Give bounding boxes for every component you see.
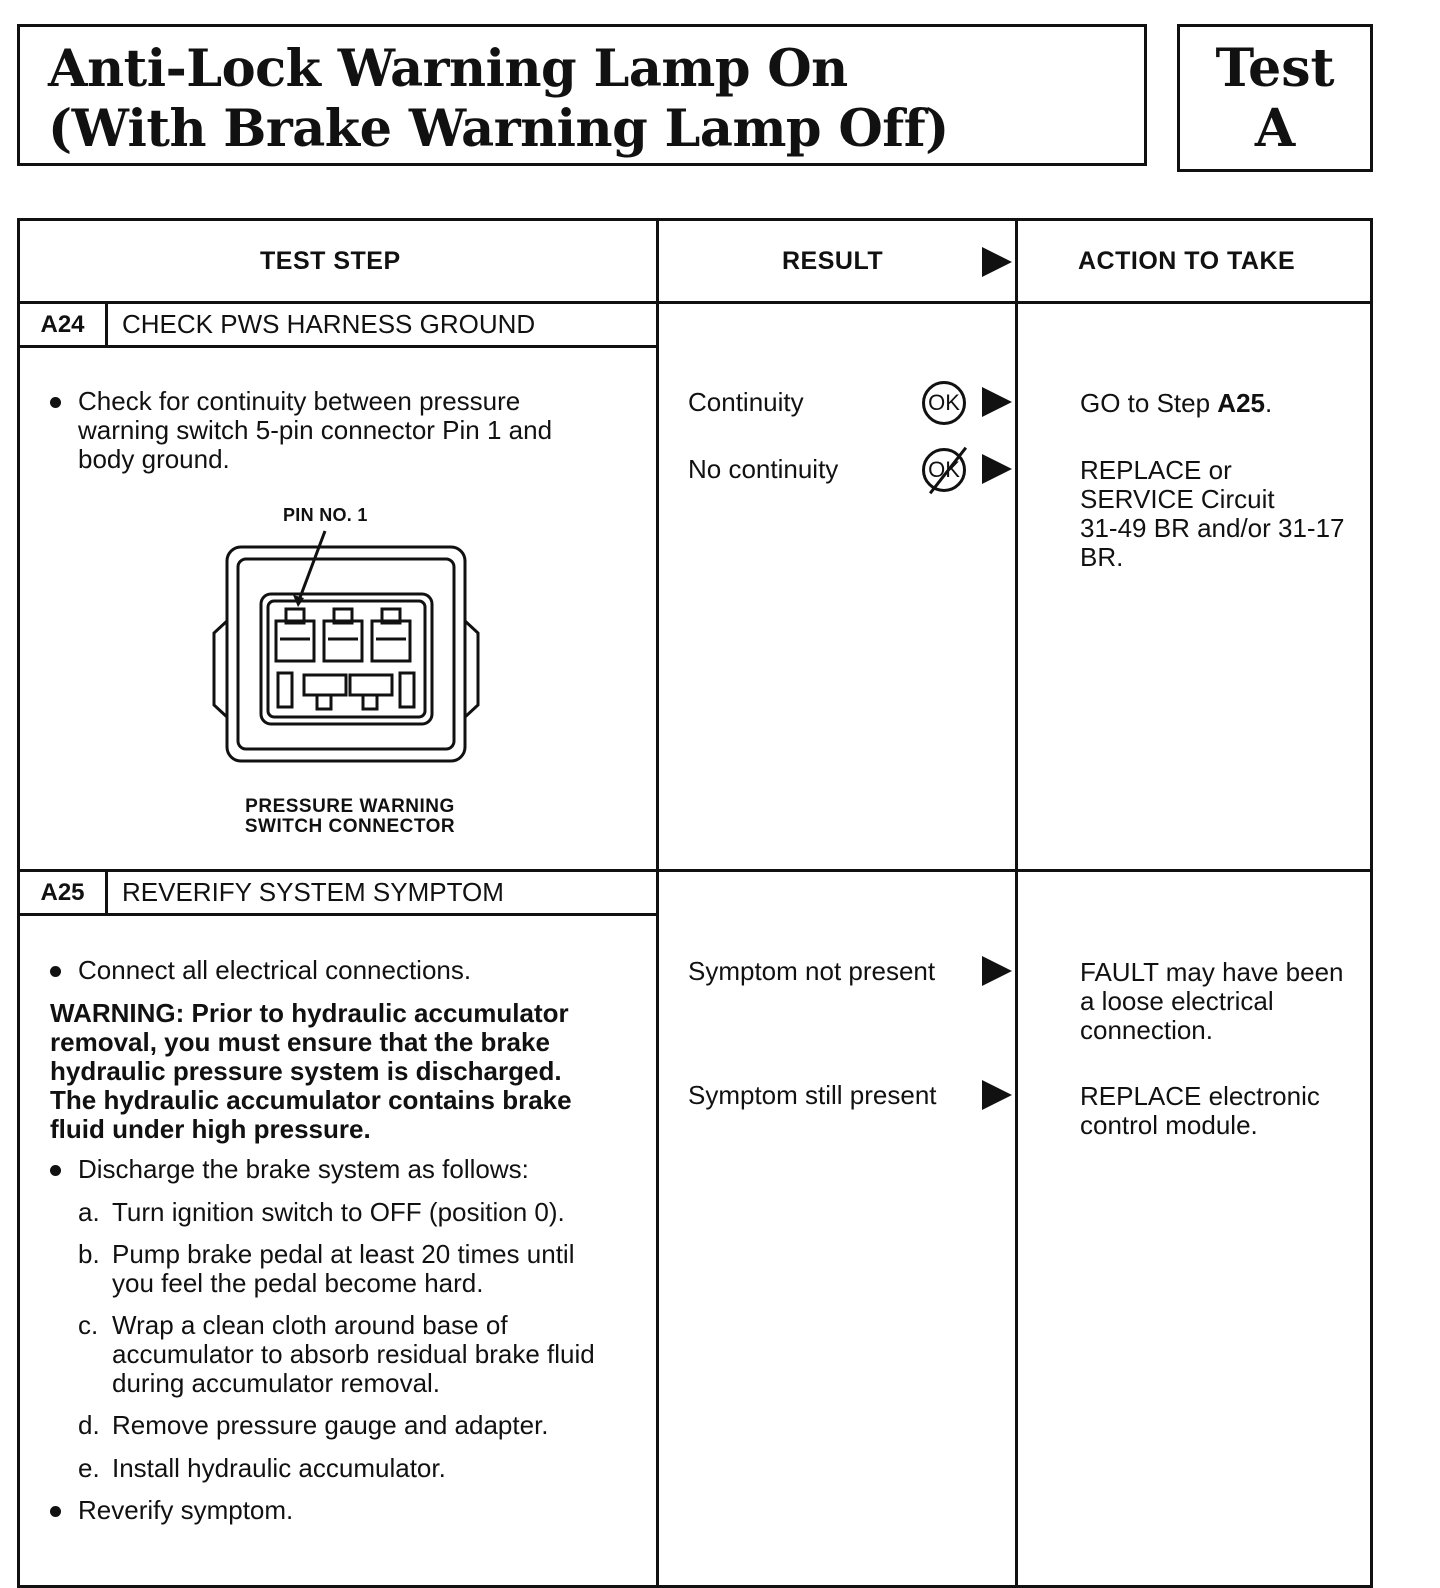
result-arrow-icon [982,956,1012,986]
step-id: A25 [20,872,108,913]
action-replace-circuit: REPLACE or SERVICE Circuit 31-49 BR and/or 31-17 BR. [1080,455,1345,572]
bullet-icon [50,397,61,408]
header-result: RESULT [782,247,884,275]
step-title: REVERIFY SYSTEM SYMPTOM [122,877,504,907]
action-replace-module: REPLACE electronic control module. [1080,1081,1320,1140]
not-ok-badge-icon [922,448,966,492]
result-arrow-icon [982,247,1012,277]
step-header-a25 [20,872,656,916]
title-box [17,24,1147,166]
caption-line: SWITCH CONNECTOR [244,816,456,837]
test-id-box [1177,24,1373,172]
instruction-line: body ground. [78,444,230,474]
test-letter: A [1254,98,1296,159]
step-header-a24 [20,304,656,348]
ok-badge-text: OK [928,390,960,415]
header-action: ACTION TO TAKE [1078,247,1296,275]
result-no-continuity: No continuity [688,454,839,484]
caption-line: PRESSURE WARNING [245,796,455,817]
step-title: CHECK PWS HARNESS GROUND [122,309,536,339]
action-go-to-step: GO to Step A25. [1080,388,1273,418]
bullet-icon [50,966,61,977]
result-arrow-icon [982,387,1012,417]
header-test-step: TEST STEP [260,247,401,275]
ok-badge-icon [922,381,966,425]
bullet-icon [50,1165,61,1176]
test-word: Test [1215,38,1335,99]
page-title [48,39,949,159]
connector-caption [235,797,465,837]
instruction-line: warning switch 5-pin connector Pin 1 and [78,415,553,445]
column-divider-result [656,221,659,1585]
ok-badge-text: OK [928,457,960,482]
result-arrow-icon [982,454,1012,484]
result-symptom-still-present: Symptom still present [688,1080,937,1110]
diagnostic-table: TEST STEP RESULT ACTION TO TAKE A24 CHECK PWS HARNESS GROUND Check for continuity between pressure warning switch 5-pin connector Pin 1 and body ground. PIN NO. 1 PRESSURE WARNING SWITCH CONNECTOR Continuity OK No continuity OK GO to Step A25. REPLACE or SERVICE Circuit 31-49 BR and/or 31-17 BR. A25 REVERIFY SYSTEM SYMPTOM Connect all electrical connections. WARNING: Prior to hydraulic accumulator removal, you must ensure that the brake hydraulic pressure system is discharged. The hydraulic accumulator contains brake fluid under high pressure. Discharge the brake system as follows: a. Turn ignition switch to OFF (position 0). b. Pump brake pedal at least 20 times until you feel the pedal become hard. c. Wrap a clean cloth around base of accumulator to absorb residual brake fluid during accumulator removal. d. Remove pressure gauge and adapter. e. Install hydraulic accumulator. Reverify symptom. Symptom not present Symptom still present FAULT may have been a loose electrical connection. REPLACE electronic control module. [17,218,1373,1588]
pin-label: PIN NO. 1 [283,505,368,525]
connector-diagram [200,521,500,771]
bullet-icon [50,1506,61,1517]
result-continuity: Continuity [688,387,804,417]
column-divider-action [1015,221,1018,1585]
step-reference: A25 [1217,388,1265,418]
result-arrow-icon [982,1080,1012,1110]
action-fault-loose-connection: FAULT may have been a loose electrical connection. [1080,957,1344,1045]
instruction-line: Check for continuity between pressure [78,386,521,416]
title-line-1: Anti-Lock Warning Lamp On [48,39,848,99]
step-id: A24 [20,304,108,345]
warning-block: WARNING: Prior to hydraulic accumulator removal, you must ensure that the brake hydraulic pressure system is discharged. The hydraulic accumulator contains brake fluid under high pressure. [50,998,572,1144]
result-symptom-not-present: Symptom not present [688,956,936,986]
title-line-2: (With Brake Warning Lamp Off) [48,99,949,159]
